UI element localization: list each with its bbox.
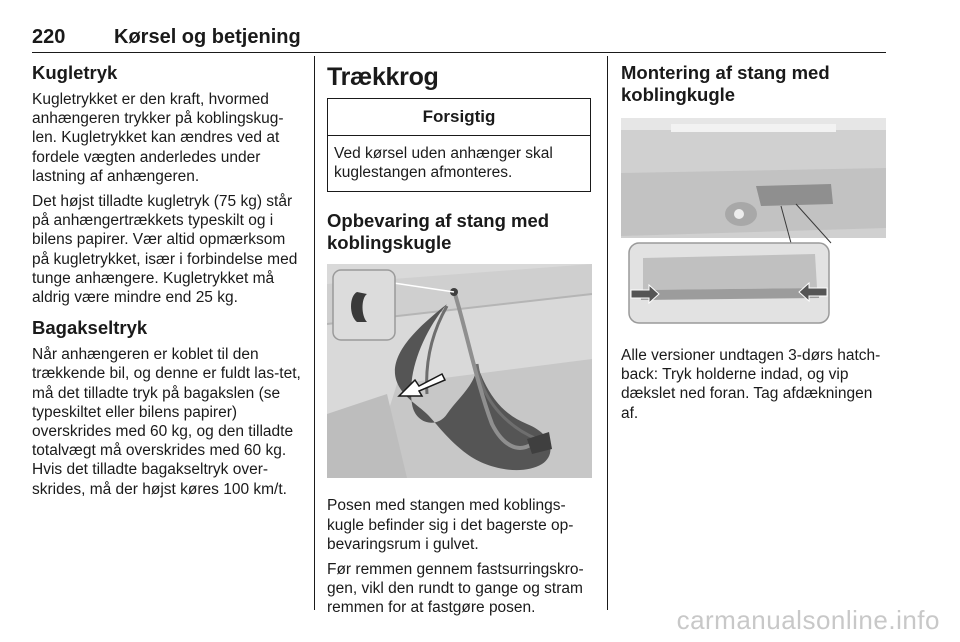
paragraph-opbevaring-1: Posen med stangen med koblings-kugle befinder sig i det bagerste op-bevaringsrum i gulvet. <box>327 497 574 553</box>
column-right <box>621 62 887 423</box>
caution-title: Forsigtig <box>328 99 590 136</box>
column-left <box>32 62 302 499</box>
heading-opbevaring: Opbevaring af stang med koblingskugle <box>327 210 550 254</box>
illustration-storage-bag <box>327 264 592 478</box>
page-header <box>32 24 886 53</box>
column-divider-1 <box>314 56 315 610</box>
heading-kugletryk: Kugletryk <box>32 62 118 83</box>
paragraph-bagakseltryk: Når anhængeren er koblet til den trækkende bil, og denne er fuldt las-tet, må det tilladte tryk på bagakslen (se typeskiltet eller bilens papirer) overskrides med 60 kg, og den tilladte totalvægt må overskrides med 60 kg. Hvis det tilladte bagakseltryk over-skrides, må der højst køres 100 km/t. <box>32 346 301 498</box>
illustration-bumper-cover <box>621 118 886 328</box>
column-divider-2 <box>607 56 608 610</box>
section-title: Trækkrog <box>327 63 439 91</box>
paragraph-kugletryk-1: Kugletrykket er den kraft, hvormed anhængeren trykker på koblingskug-len. Kugletrykket kan ændres ved at fordele vægten anderledes under lastning af anhængeren. <box>32 91 284 185</box>
heading-bagakseltryk: Bagakseltryk <box>32 317 148 339</box>
heading-montering: Montering af stang med koblingkugle <box>621 62 830 105</box>
page-number: 220 <box>32 26 66 48</box>
column-middle <box>327 62 595 618</box>
chapter-title: Kørsel og betjening <box>114 26 301 48</box>
caution-text: Ved kørsel uden anhænger skal kuglestangen afmonteres. <box>334 145 553 182</box>
caution-box <box>327 98 591 192</box>
paragraph-montering: Alle versioner undtagen 3-dørs hatch-back: Tryk holderne indad, og vip dækslet ned foran. Tag afdækningen af. <box>621 347 881 422</box>
paragraph-opbevaring-2: Før remmen gennem fastsurringskro-gen, vikl den rundt to gange og stram remmen for at fastgøre posen. <box>327 561 584 617</box>
watermark: carmanualsonline.info <box>676 605 940 635</box>
paragraph-kugletryk-2: Det højst tilladte kugletryk (75 kg) står på anhængertrækkets typeskilt og i bilens papirer. Vær altid opmærksom på kugletrykket, især i forbindelse med tunge anhængere. Kugletrykket må aldrig være mindre end 25 kg. <box>32 193 298 307</box>
